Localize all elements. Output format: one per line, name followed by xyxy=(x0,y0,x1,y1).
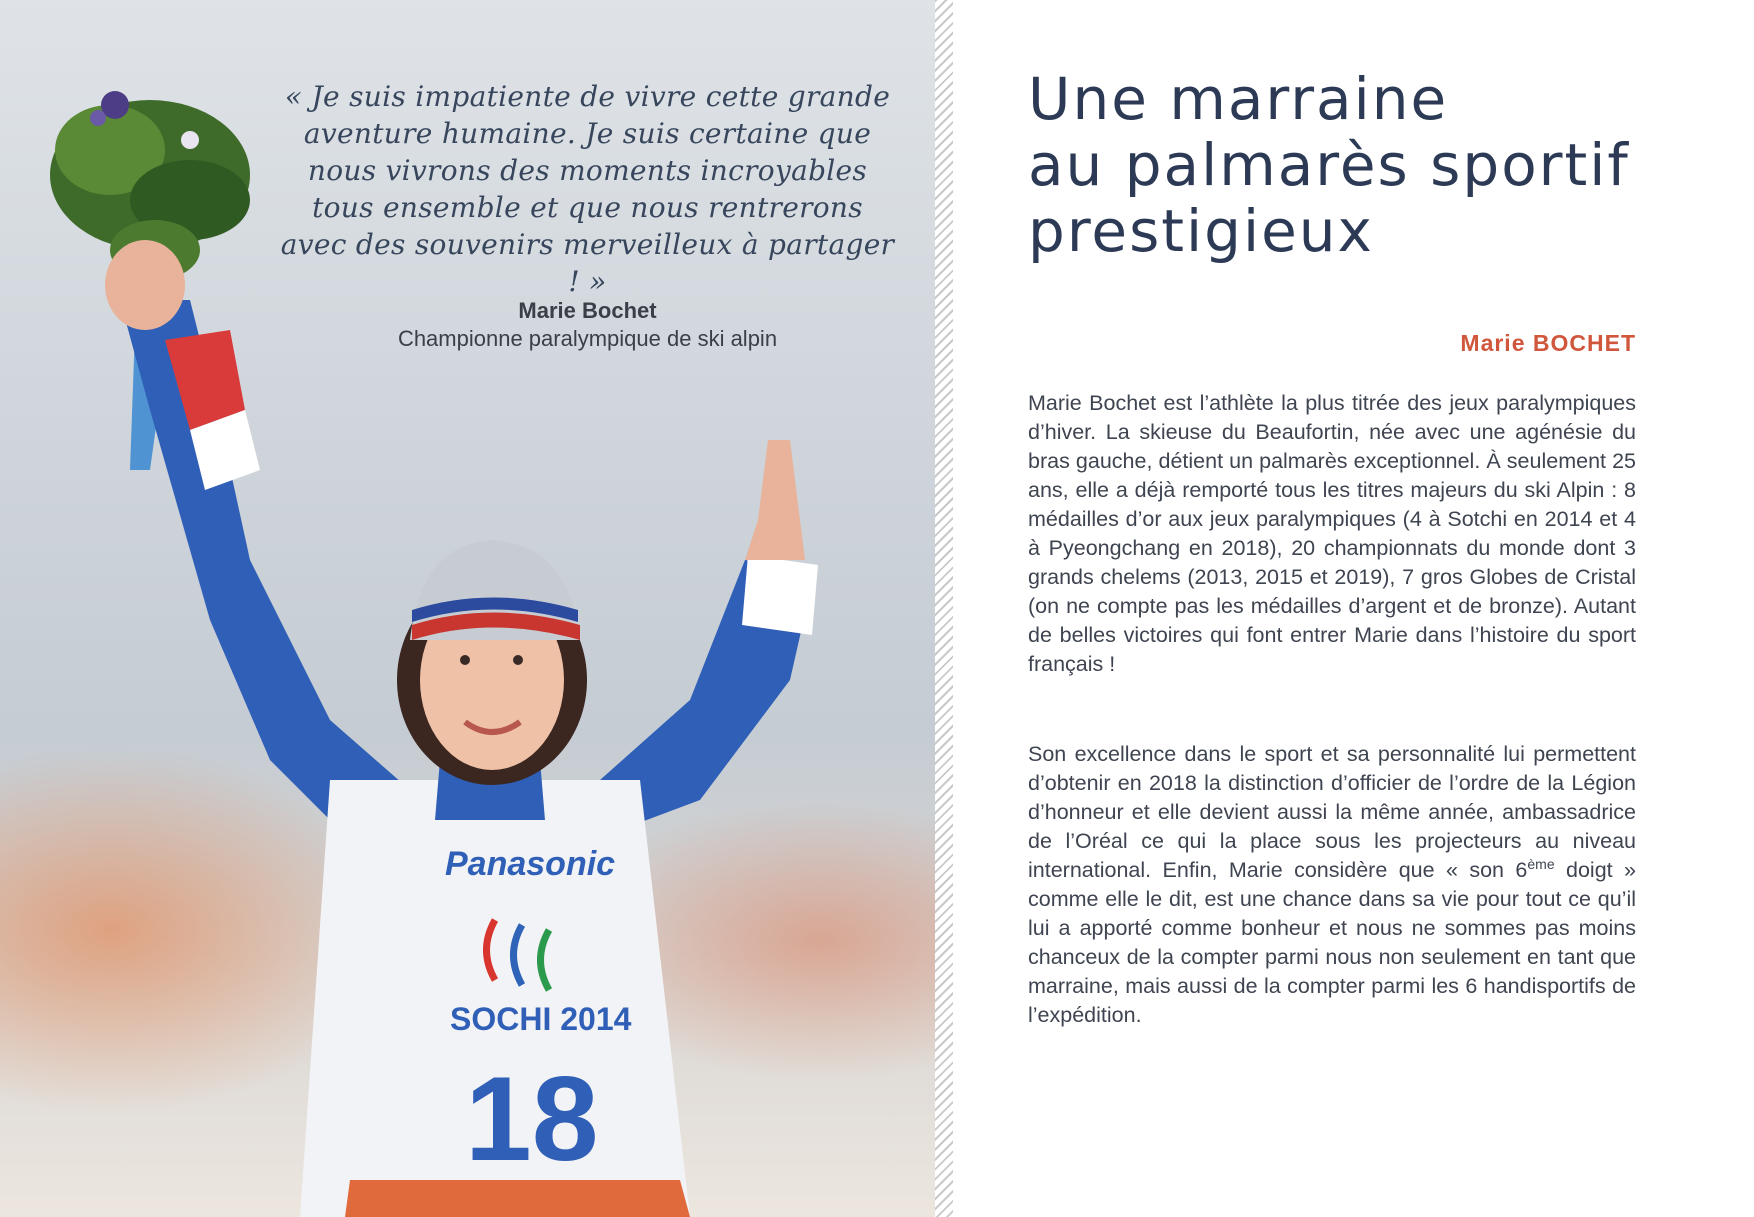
title-line-1: Une marraine xyxy=(1028,65,1449,133)
bib-brand: Panasonic xyxy=(445,845,616,883)
bib-event: SOCHI 2014 xyxy=(450,1001,632,1037)
article-title xyxy=(1028,66,1668,264)
title-line-3: prestigieux xyxy=(1028,197,1374,265)
paragraph-2-part-b: doigt » comme elle le dit, est une chance dans sa vie pour tout ce qu’il lui a apporté comme bonheur et nous ne sommes pas moins chanceux de la compter parmi nous non seulement en tant que marraine, mais aussi de la compter parmi les 6 handisportifs de l’expédition. xyxy=(1028,858,1636,1027)
quote-author-role: Championne paralympique de ski alpin xyxy=(397,326,778,351)
bib-number: 18 xyxy=(465,1052,599,1186)
quote-text: « Je suis impatiente de vivre cette grande aventure humaine. Je suis certaine que nous vivrons des moments incroyables tous ensemble et que nous rentrerons avec des souvenirs merveilleux à partager ! » xyxy=(280,80,895,298)
superscript-eme: ème xyxy=(1527,855,1555,872)
article-paragraph-1: Marie Bochet est l’athlète la plus titrée des jeux paralympiques d’hiver. La skieuse du Beaufortin, née avec une agénésie du bras gauche, détient un palmarès exceptionnel. À seulement 25 ans, elle a déjà remporté tous les titres majeurs du ski Alpin : 8 médailles d’or aux jeux paralympiques (4 à Sotchi en 2014 et 4 à Pyeongchang en 2018), 20 championnats du monde dont 3 grands chelems (2013, 2015 et 2019), 7 gros Globes de Cristal (on ne compte pas les médailles d’argent et de bronze). Autant de belles victoires qui font entrer Marie dans l’histoire du sport français ! xyxy=(1028,391,1636,676)
page-divider xyxy=(935,0,953,1217)
paragraph-2-part-a: Son excellence dans le sport et sa personnalité lui permettent d’obtenir en 2018 la distinction d’officier de l’ordre de la Légion d’honneur et elle devient aussi la même année, ambassadrice de l’Oréal ce qui la place sous les projecteurs au niveau international. Enfin, Marie considère que « son 6 xyxy=(1028,742,1636,882)
section-name: Marie BOCHET xyxy=(1460,330,1636,356)
quote-author: Marie Bochet xyxy=(518,298,657,323)
title-line-2: au palmarès sportif xyxy=(1028,131,1630,199)
article-paragraph-2 xyxy=(1028,740,1636,1030)
